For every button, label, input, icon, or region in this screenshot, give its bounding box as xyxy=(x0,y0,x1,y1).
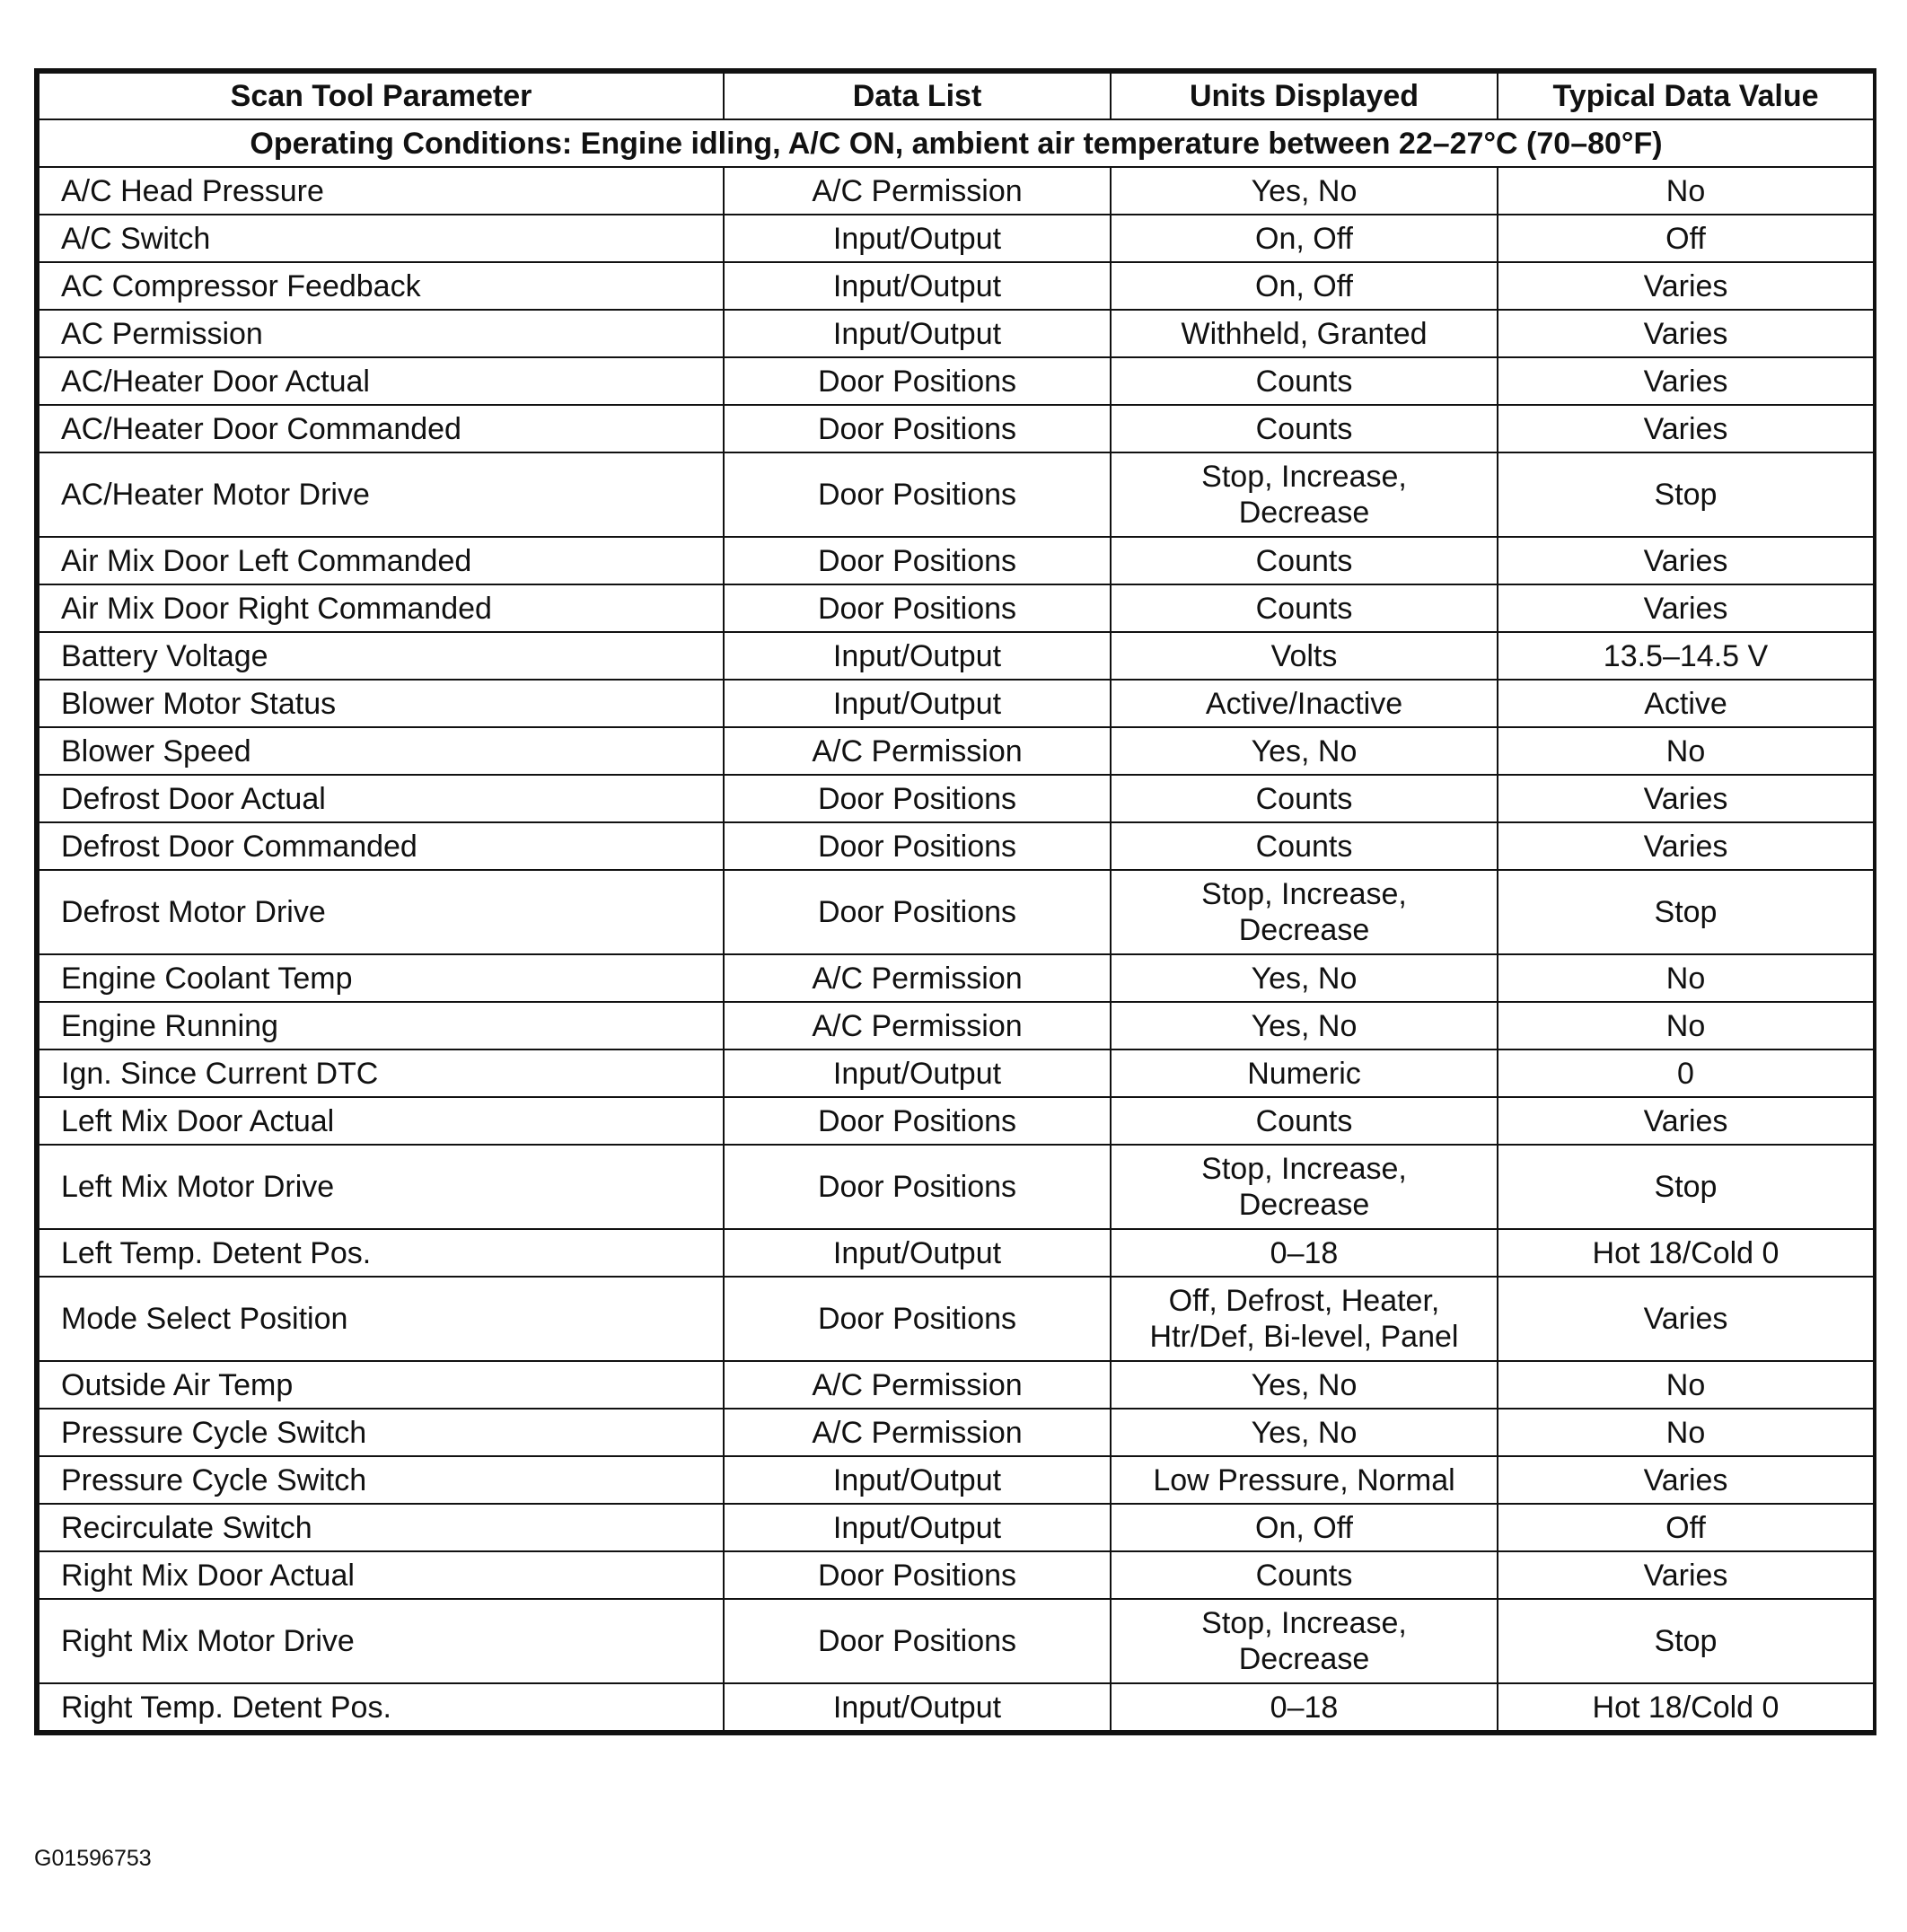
units-line-2: Decrease xyxy=(1238,496,1370,530)
table-row xyxy=(39,822,1874,870)
table-row xyxy=(39,1002,1874,1049)
cell-scan-tool-parameter: AC Permission xyxy=(39,310,724,357)
cell-units-displayed: Counts xyxy=(1111,1097,1498,1145)
cell-scan-tool-parameter: AC/Heater Motor Drive xyxy=(39,452,724,537)
table-row xyxy=(39,1097,1874,1145)
table-row xyxy=(39,584,1874,632)
table-row xyxy=(39,775,1874,822)
cell-scan-tool-parameter: Mode Select Position xyxy=(39,1277,724,1361)
cell-data-list: A/C Permission xyxy=(724,1409,1111,1456)
table-row xyxy=(39,452,1874,537)
cell-units-displayed: Counts xyxy=(1111,405,1498,452)
cell-typical-data-value: Varies xyxy=(1498,1097,1874,1145)
operating-conditions: Operating Conditions: Engine idling, A/C ON, ambient air temperature between 22–27°C (70–80°F) xyxy=(39,119,1874,167)
table-row xyxy=(39,1599,1874,1683)
table-row xyxy=(39,1145,1874,1229)
cell-data-list: Input/Output xyxy=(724,1683,1111,1731)
cell-typical-data-value: 0 xyxy=(1498,1049,1874,1097)
cell-scan-tool-parameter: A/C Head Pressure xyxy=(39,167,724,215)
cell-scan-tool-parameter: Blower Speed xyxy=(39,727,724,775)
cell-units-displayed: Yes, No xyxy=(1111,167,1498,215)
cell-typical-data-value: Varies xyxy=(1498,1551,1874,1599)
cell-units-displayed: Yes, No xyxy=(1111,1002,1498,1049)
cell-scan-tool-parameter: Right Mix Door Actual xyxy=(39,1551,724,1599)
table-row xyxy=(39,870,1874,954)
cell-scan-tool-parameter: Recirculate Switch xyxy=(39,1504,724,1551)
units-line-1: Stop, Increase, xyxy=(1201,1606,1407,1640)
cell-data-list: Door Positions xyxy=(724,405,1111,452)
cell-data-list: Door Positions xyxy=(724,1097,1111,1145)
table-row xyxy=(39,1229,1874,1277)
cell-scan-tool-parameter: Engine Coolant Temp xyxy=(39,954,724,1002)
cell-units-displayed: Numeric xyxy=(1111,1049,1498,1097)
table-row xyxy=(39,1456,1874,1504)
cell-typical-data-value: Varies xyxy=(1498,584,1874,632)
table-row xyxy=(39,537,1874,584)
cell-units-displayed: Counts xyxy=(1111,822,1498,870)
cell-typical-data-value: Varies xyxy=(1498,1456,1874,1504)
table-row xyxy=(39,215,1874,262)
cell-units-displayed: On, Off xyxy=(1111,215,1498,262)
scan-tool-data-table-frame xyxy=(34,68,1876,1735)
cell-typical-data-value: Stop xyxy=(1498,870,1874,954)
cell-units-displayed: Counts xyxy=(1111,775,1498,822)
cell-data-list: Door Positions xyxy=(724,870,1111,954)
table-row xyxy=(39,1049,1874,1097)
units-line-2: Decrease xyxy=(1238,1642,1370,1676)
cell-units-displayed xyxy=(1111,870,1498,954)
cell-units-displayed: Yes, No xyxy=(1111,954,1498,1002)
cell-units-displayed: Yes, No xyxy=(1111,1409,1498,1456)
units-line-1: Stop, Increase, xyxy=(1201,877,1407,911)
cell-data-list: A/C Permission xyxy=(724,727,1111,775)
cell-data-list: Door Positions xyxy=(724,584,1111,632)
table-row xyxy=(39,954,1874,1002)
table-row xyxy=(39,632,1874,680)
cell-typical-data-value: No xyxy=(1498,1409,1874,1456)
cell-typical-data-value: Varies xyxy=(1498,357,1874,405)
table-row xyxy=(39,1551,1874,1599)
cell-data-list: Input/Output xyxy=(724,1504,1111,1551)
cell-scan-tool-parameter: AC/Heater Door Actual xyxy=(39,357,724,405)
table-row xyxy=(39,680,1874,727)
cell-units-displayed: Counts xyxy=(1111,357,1498,405)
table-row xyxy=(39,357,1874,405)
cell-scan-tool-parameter: Left Mix Door Actual xyxy=(39,1097,724,1145)
cell-typical-data-value: Stop xyxy=(1498,452,1874,537)
cell-data-list: Door Positions xyxy=(724,1599,1111,1683)
units-line-2: Decrease xyxy=(1238,913,1370,947)
cell-data-list: Input/Output xyxy=(724,680,1111,727)
cell-typical-data-value: Hot 18/Cold 0 xyxy=(1498,1683,1874,1731)
cell-typical-data-value: No xyxy=(1498,954,1874,1002)
table-row xyxy=(39,1361,1874,1409)
cell-scan-tool-parameter: Defrost Motor Drive xyxy=(39,870,724,954)
cell-scan-tool-parameter: Outside Air Temp xyxy=(39,1361,724,1409)
cell-data-list: A/C Permission xyxy=(724,1361,1111,1409)
cell-data-list: Door Positions xyxy=(724,357,1111,405)
cell-scan-tool-parameter: Pressure Cycle Switch xyxy=(39,1456,724,1504)
cell-scan-tool-parameter: Pressure Cycle Switch xyxy=(39,1409,724,1456)
cell-units-displayed: Low Pressure, Normal xyxy=(1111,1456,1498,1504)
cell-data-list: Door Positions xyxy=(724,1277,1111,1361)
cell-typical-data-value: Off xyxy=(1498,1504,1874,1551)
cell-typical-data-value: Varies xyxy=(1498,1277,1874,1361)
cell-units-displayed: Yes, No xyxy=(1111,727,1498,775)
cell-typical-data-value: Stop xyxy=(1498,1599,1874,1683)
cell-typical-data-value: Stop xyxy=(1498,1145,1874,1229)
cell-units-displayed: Withheld, Granted xyxy=(1111,310,1498,357)
cell-units-displayed: On, Off xyxy=(1111,1504,1498,1551)
header-typical-data-value: Typical Data Value xyxy=(1498,73,1874,119)
units-line-2: Decrease xyxy=(1238,1188,1370,1222)
cell-data-list: Input/Output xyxy=(724,632,1111,680)
cell-scan-tool-parameter: Right Mix Motor Drive xyxy=(39,1599,724,1683)
table-row xyxy=(39,1409,1874,1456)
cell-typical-data-value: 13.5–14.5 V xyxy=(1498,632,1874,680)
cell-scan-tool-parameter: Ign. Since Current DTC xyxy=(39,1049,724,1097)
cell-data-list: Input/Output xyxy=(724,1229,1111,1277)
cell-units-displayed xyxy=(1111,1145,1498,1229)
operating-conditions-row xyxy=(39,119,1874,167)
cell-scan-tool-parameter: Left Temp. Detent Pos. xyxy=(39,1229,724,1277)
cell-data-list: Door Positions xyxy=(724,822,1111,870)
cell-scan-tool-parameter: Defrost Door Commanded xyxy=(39,822,724,870)
cell-scan-tool-parameter: Right Temp. Detent Pos. xyxy=(39,1683,724,1731)
cell-data-list: Door Positions xyxy=(724,452,1111,537)
table-row xyxy=(39,1504,1874,1551)
cell-units-displayed xyxy=(1111,1599,1498,1683)
figure-id: G01596753 xyxy=(34,1846,152,1871)
cell-typical-data-value: No xyxy=(1498,1361,1874,1409)
cell-scan-tool-parameter: Engine Running xyxy=(39,1002,724,1049)
cell-units-displayed: Active/Inactive xyxy=(1111,680,1498,727)
cell-units-displayed: Counts xyxy=(1111,1551,1498,1599)
cell-data-list: Input/Output xyxy=(724,1456,1111,1504)
cell-data-list: Input/Output xyxy=(724,1049,1111,1097)
header-units-displayed: Units Displayed xyxy=(1111,73,1498,119)
table-row xyxy=(39,1683,1874,1731)
cell-units-displayed: Yes, No xyxy=(1111,1361,1498,1409)
cell-units-displayed xyxy=(1111,1277,1498,1361)
header-row xyxy=(39,73,1874,119)
cell-data-list: Door Positions xyxy=(724,537,1111,584)
cell-typical-data-value: Varies xyxy=(1498,775,1874,822)
cell-data-list: Input/Output xyxy=(724,215,1111,262)
cell-typical-data-value: Off xyxy=(1498,215,1874,262)
cell-data-list: A/C Permission xyxy=(724,954,1111,1002)
table-row xyxy=(39,727,1874,775)
cell-scan-tool-parameter: AC/Heater Door Commanded xyxy=(39,405,724,452)
table-row xyxy=(39,310,1874,357)
cell-units-displayed: 0–18 xyxy=(1111,1229,1498,1277)
units-line-1: Stop, Increase, xyxy=(1201,460,1407,494)
cell-units-displayed: 0–18 xyxy=(1111,1683,1498,1731)
cell-typical-data-value: Varies xyxy=(1498,405,1874,452)
cell-units-displayed: Counts xyxy=(1111,537,1498,584)
units-line-2: Htr/Def, Bi-level, Panel xyxy=(1149,1320,1459,1354)
cell-typical-data-value: No xyxy=(1498,727,1874,775)
cell-data-list: A/C Permission xyxy=(724,167,1111,215)
cell-scan-tool-parameter: Left Mix Motor Drive xyxy=(39,1145,724,1229)
cell-scan-tool-parameter: Air Mix Door Right Commanded xyxy=(39,584,724,632)
units-line-1: Off, Defrost, Heater, xyxy=(1168,1284,1440,1318)
cell-scan-tool-parameter: A/C Switch xyxy=(39,215,724,262)
cell-data-list: Door Positions xyxy=(724,775,1111,822)
cell-data-list: Door Positions xyxy=(724,1551,1111,1599)
cell-data-list: Door Positions xyxy=(724,1145,1111,1229)
cell-typical-data-value: Active xyxy=(1498,680,1874,727)
cell-data-list: A/C Permission xyxy=(724,1002,1111,1049)
cell-typical-data-value: Hot 18/Cold 0 xyxy=(1498,1229,1874,1277)
cell-scan-tool-parameter: Air Mix Door Left Commanded xyxy=(39,537,724,584)
table-row xyxy=(39,262,1874,310)
cell-data-list: Input/Output xyxy=(724,262,1111,310)
units-line-1: Stop, Increase, xyxy=(1201,1152,1407,1186)
cell-units-displayed: Volts xyxy=(1111,632,1498,680)
cell-data-list: Input/Output xyxy=(724,310,1111,357)
cell-typical-data-value: Varies xyxy=(1498,537,1874,584)
table-row xyxy=(39,1277,1874,1361)
cell-typical-data-value: Varies xyxy=(1498,262,1874,310)
cell-typical-data-value: Varies xyxy=(1498,822,1874,870)
header-scan-tool-parameter: Scan Tool Parameter xyxy=(39,73,724,119)
cell-scan-tool-parameter: AC Compressor Feedback xyxy=(39,262,724,310)
scan-tool-data-table xyxy=(38,72,1875,1732)
cell-typical-data-value: Varies xyxy=(1498,310,1874,357)
cell-typical-data-value: No xyxy=(1498,167,1874,215)
table-row xyxy=(39,405,1874,452)
table-row xyxy=(39,167,1874,215)
header-data-list: Data List xyxy=(724,73,1111,119)
cell-units-displayed: On, Off xyxy=(1111,262,1498,310)
cell-units-displayed xyxy=(1111,452,1498,537)
cell-typical-data-value: No xyxy=(1498,1002,1874,1049)
cell-scan-tool-parameter: Defrost Door Actual xyxy=(39,775,724,822)
cell-units-displayed: Counts xyxy=(1111,584,1498,632)
cell-scan-tool-parameter: Battery Voltage xyxy=(39,632,724,680)
cell-scan-tool-parameter: Blower Motor Status xyxy=(39,680,724,727)
